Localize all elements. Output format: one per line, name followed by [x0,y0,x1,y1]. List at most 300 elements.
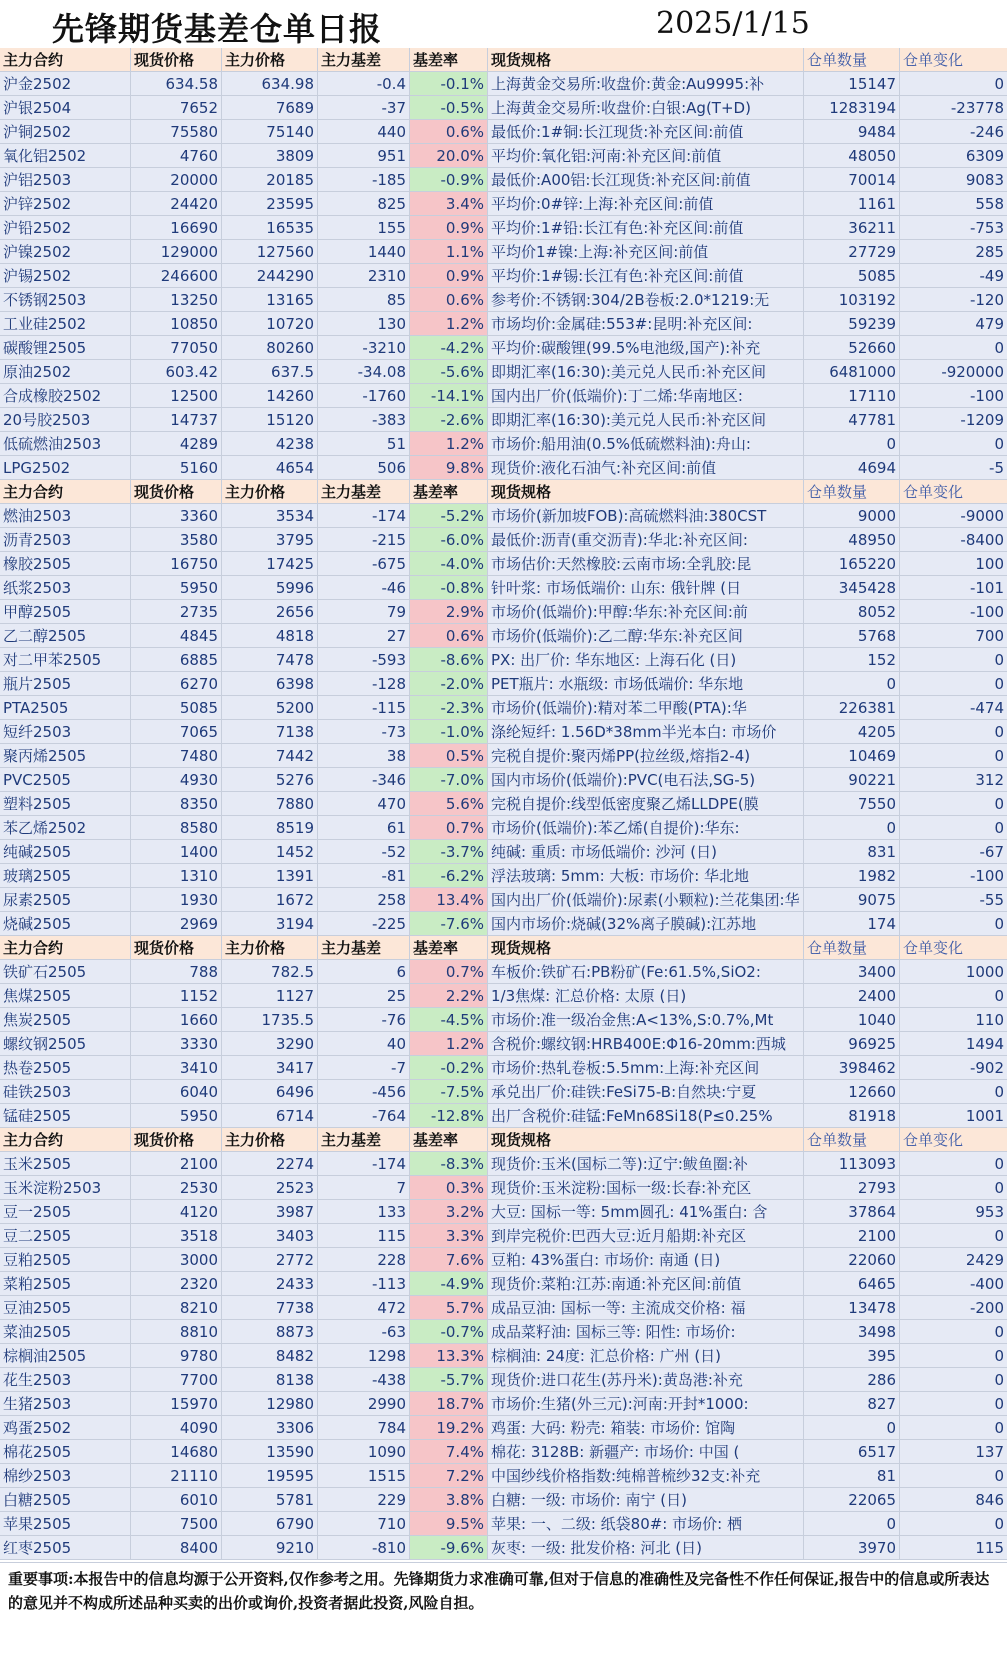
cell-spot-spec: 市场价(新加坡FOB):高硫燃料油:380CST [488,504,804,527]
table-row [0,528,1007,552]
cell-spot-spec: 纯碱: 重质: 市场低端价: 沙河 (日) [488,840,804,863]
cell-spot-spec: 灰枣: 一级: 批发价格: 河北 (日) [488,1536,804,1559]
cell-warrant-change: 0 [994,1347,1004,1365]
cell-warrant-qty: 398462 [804,1056,900,1079]
cell-warrant-change: 0 [994,915,1004,933]
cell-warrant-qty: 70014 [804,168,900,191]
cell-contract: 玻璃2505 [0,864,131,887]
cell-spot-spec: 现货价:玉米(国标二等):辽宁:鲅鱼圈:补 [488,1152,804,1175]
cell-spot-price: 3330 [131,1032,222,1055]
table-row [0,1008,1007,1032]
cell-main-basis: 1090 [318,1440,410,1463]
cell-warrant-qty: 0 [804,1512,900,1535]
cell-warrant-change: -474 [969,699,1004,717]
cell-basis-rate: -14.1% [410,384,488,407]
cell-spot-price: 2735 [131,600,222,623]
cell-main-price: 637.5 [222,360,318,383]
cell-contract: 花生2503 [0,1368,131,1391]
cell-main-basis: 1298 [318,1344,410,1367]
cell-warrant-change: -55 [979,891,1004,909]
table-row [0,1536,1007,1560]
cell-basis-rate: 2.9% [410,600,488,623]
table-row [0,1464,1007,1488]
column-header-main-basis: 主力基差 [318,480,410,503]
cell-warrant-qty: 0 [804,672,900,695]
cell-main-basis: 155 [318,216,410,239]
cell-warrant-change: 6309 [965,147,1004,165]
cell-main-basis: 229 [318,1488,410,1511]
column-header-warrant-change: 仓单变化 [903,939,964,957]
cell-spot-price: 7065 [131,720,222,743]
column-header-main-price: 主力价格 [222,48,318,71]
cell-warrant-change: -100 [969,387,1004,405]
cell-main-price: 634.98 [222,72,318,95]
table-row [0,624,1007,648]
cell-main-price: 1452 [222,840,318,863]
column-header-main-basis: 主力基差 [318,48,410,71]
cell-basis-rate: 9.8% [410,456,488,479]
cell-contract: 沪银2504 [0,96,131,119]
cell-warrant-qty: 1040 [804,1008,900,1031]
cell-spot-spec: 即期汇率(16:30):美元兑人民币:补充区间 [488,360,804,383]
cell-warrant-qty: 47781 [804,408,900,431]
cell-basis-rate: 3.3% [410,1224,488,1247]
cell-warrant-change: -400 [969,1275,1004,1293]
cell-main-price: 2274 [222,1152,318,1175]
cell-contract: 沪铜2502 [0,120,131,143]
cell-contract: 棕榈油2505 [0,1344,131,1367]
cell-basis-rate: -4.9% [410,1272,488,1295]
cell-main-price: 4238 [222,432,318,455]
cell-warrant-change: -246 [969,123,1004,141]
cell-warrant-change: 1494 [965,1035,1004,1053]
cell-warrant-qty: 152 [804,648,900,671]
cell-main-price: 2772 [222,1248,318,1271]
cell-main-price: 782.5 [222,960,318,983]
cell-warrant-change: 0 [994,651,1004,669]
cell-warrant-change: 953 [975,1203,1004,1221]
cell-main-price: 3403 [222,1224,318,1247]
table-row [0,168,1007,192]
cell-warrant-qty: 4694 [804,456,900,479]
cell-warrant-change: 100 [975,555,1004,573]
cell-warrant-change: -1209 [960,411,1004,429]
cell-main-basis: -810 [318,1536,410,1559]
cell-main-price: 10720 [222,312,318,335]
cell-spot-price: 2969 [131,912,222,935]
cell-warrant-change: 0 [994,723,1004,741]
cell-main-price: 244290 [222,264,318,287]
column-header-main-price: 主力价格 [222,480,318,503]
cell-contract: 红枣2505 [0,1536,131,1559]
table-row [0,1224,1007,1248]
cell-spot-price: 5160 [131,456,222,479]
cell-basis-rate: 1.2% [410,1032,488,1055]
cell-warrant-qty: 90221 [804,768,900,791]
cell-warrant-qty: 2100 [804,1224,900,1247]
cell-warrant-qty: 3970 [804,1536,900,1559]
cell-main-price: 1391 [222,864,318,887]
cell-warrant-qty: 0 [804,1416,900,1439]
cell-warrant-change: -200 [969,1299,1004,1317]
cell-contract: 沪锌2502 [0,192,131,215]
column-header-contract: 主力合约 [0,936,131,959]
cell-main-basis: -225 [318,912,410,935]
cell-main-basis: 1440 [318,240,410,263]
table-row [0,1056,1007,1080]
cell-contract: 纯碱2505 [0,840,131,863]
column-header-spot-price: 现货价格 [131,936,222,959]
cell-warrant-change: -67 [979,843,1004,861]
table-row [0,1320,1007,1344]
cell-main-price: 3795 [222,528,318,551]
cell-spot-spec: 浮法玻璃: 5mm: 大板: 市场价: 华北地 [488,864,804,887]
column-header-warrant-change: 仓单变化 [903,483,964,501]
cell-main-price: 1672 [222,888,318,911]
cell-main-price: 3809 [222,144,318,167]
cell-spot-price: 9780 [131,1344,222,1367]
cell-basis-rate: 0.6% [410,624,488,647]
table-row [0,552,1007,576]
cell-spot-spec: 最低价:沥青(重交沥青):华北:补充区间: [488,528,804,551]
table-row [0,96,1007,120]
column-header-contract: 主力合约 [0,480,131,503]
cell-spot-price: 5950 [131,1104,222,1127]
table-row [0,432,1007,456]
cell-warrant-change: 9083 [965,171,1004,189]
cell-main-basis: 61 [318,816,410,839]
cell-contract: 沪金2502 [0,72,131,95]
cell-warrant-change: 0 [994,1083,1004,1101]
cell-contract: 鸡蛋2502 [0,1416,131,1439]
cell-main-price: 6398 [222,672,318,695]
cell-warrant-change: 0 [994,1179,1004,1197]
cell-contract: 白糖2505 [0,1488,131,1511]
cell-basis-rate: -4.2% [410,336,488,359]
cell-main-basis: -675 [318,552,410,575]
cell-spot-price: 75580 [131,120,222,143]
cell-basis-rate: 0.9% [410,216,488,239]
cell-warrant-qty: 5085 [804,264,900,287]
cell-spot-price: 7652 [131,96,222,119]
table-row [0,504,1007,528]
cell-warrant-qty: 3498 [804,1320,900,1343]
cell-basis-rate: -5.6% [410,360,488,383]
cell-spot-spec: PET瓶片: 水瓶级: 市场低端价: 华东地 [488,672,804,695]
cell-basis-rate: -2.6% [410,408,488,431]
cell-main-basis: 51 [318,432,410,455]
cell-contract: 螺纹钢2505 [0,1032,131,1055]
table-row [0,1344,1007,1368]
cell-basis-rate: 5.6% [410,792,488,815]
cell-main-basis: -3210 [318,336,410,359]
table-row [0,600,1007,624]
cell-warrant-qty: 81918 [804,1104,900,1127]
cell-spot-price: 2100 [131,1152,222,1175]
cell-spot-spec: 现货价:菜粕:江苏:南通:补充区间:前值 [488,1272,804,1295]
cell-spot-price: 6885 [131,648,222,671]
cell-basis-rate: 5.7% [410,1296,488,1319]
cell-spot-price: 77050 [131,336,222,359]
cell-main-price: 1127 [222,984,318,1007]
cell-warrant-change: 115 [975,1539,1004,1557]
cell-warrant-change: 0 [994,1395,1004,1413]
table-row [0,384,1007,408]
cell-main-basis: -7 [318,1056,410,1079]
cell-spot-price: 7500 [131,1512,222,1535]
table-row [0,1512,1007,1536]
cell-warrant-change: -920000 [941,363,1004,381]
cell-contract: 豆油2505 [0,1296,131,1319]
cell-warrant-change: -23778 [950,99,1004,117]
cell-spot-price: 129000 [131,240,222,263]
section-header-row [0,48,1007,72]
cell-spot-price: 3360 [131,504,222,527]
cell-spot-spec: PX: 出厂价: 华东地区: 上海石化 (日) [488,648,804,671]
cell-spot-spec: 市场价(低端价):甲醇:华东:补充区间:前 [488,600,804,623]
cell-main-basis: -174 [318,504,410,527]
cell-warrant-qty: 6465 [804,1272,900,1295]
cell-spot-price: 16690 [131,216,222,239]
cell-main-basis: -73 [318,720,410,743]
cell-main-price: 7738 [222,1296,318,1319]
cell-spot-price: 2530 [131,1176,222,1199]
table-row [0,1104,1007,1128]
column-header-spot-price: 现货价格 [131,1128,222,1151]
cell-main-price: 8519 [222,816,318,839]
cell-spot-price: 10850 [131,312,222,335]
cell-main-basis: 38 [318,744,410,767]
cell-warrant-qty: 59239 [804,312,900,335]
cell-main-basis: -764 [318,1104,410,1127]
cell-warrant-qty: 2793 [804,1176,900,1199]
report-title: 先锋期货基差仓单日报 [52,10,383,48]
cell-basis-rate: -9.6% [410,1536,488,1559]
cell-spot-price: 6040 [131,1080,222,1103]
cell-basis-rate: 7.6% [410,1248,488,1271]
table-row [0,1200,1007,1224]
cell-main-basis: -383 [318,408,410,431]
cell-basis-rate: -8.3% [410,1152,488,1175]
cell-main-basis: 2990 [318,1392,410,1415]
cell-contract: 豆二2505 [0,1224,131,1247]
cell-main-basis: 825 [318,192,410,215]
cell-spot-price: 12500 [131,384,222,407]
cell-warrant-change: -100 [969,603,1004,621]
cell-contract: 瓶片2505 [0,672,131,695]
cell-basis-rate: 1.1% [410,240,488,263]
cell-contract: 纸浆2503 [0,576,131,599]
cell-spot-spec: 市场价:生猪(外三元):河南:开封*1000: [488,1392,804,1415]
cell-main-basis: 2310 [318,264,410,287]
cell-spot-price: 603.42 [131,360,222,383]
cell-main-price: 6790 [222,1512,318,1535]
cell-warrant-qty: 2400 [804,984,900,1007]
cell-contract: 氧化铝2502 [0,144,131,167]
cell-main-price: 3534 [222,504,318,527]
cell-spot-price: 3000 [131,1248,222,1271]
cell-contract: 菜粕2505 [0,1272,131,1295]
cell-main-price: 80260 [222,336,318,359]
table-row [0,744,1007,768]
table-row [0,792,1007,816]
cell-spot-price: 20000 [131,168,222,191]
cell-main-price: 2523 [222,1176,318,1199]
cell-contract: 工业硅2502 [0,312,131,335]
table-row [0,1440,1007,1464]
column-header-main-price: 主力价格 [222,1128,318,1151]
cell-main-basis: 115 [318,1224,410,1247]
cell-spot-spec: 棕榈油: 24度: 汇总价格: 广州 (日) [488,1344,804,1367]
cell-main-basis: 472 [318,1296,410,1319]
cell-main-price: 23595 [222,192,318,215]
cell-spot-price: 13250 [131,288,222,311]
cell-contract: 铁矿石2505 [0,960,131,983]
cell-contract: 沪铅2502 [0,216,131,239]
cell-spot-spec: 中国纱线价格指数:纯棉普梳纱32支:补充 [488,1464,804,1487]
cell-warrant-qty: 4205 [804,720,900,743]
cell-basis-rate: -0.8% [410,576,488,599]
cell-spot-price: 1400 [131,840,222,863]
cell-spot-price: 4289 [131,432,222,455]
cell-main-basis: 506 [318,456,410,479]
table-row [0,768,1007,792]
cell-contract: LPG2502 [0,456,131,479]
cell-spot-spec: 成品菜籽油: 国标三等: 阳性: 市场价: [488,1320,804,1343]
cell-contract: 硅铁2503 [0,1080,131,1103]
table-row [0,1080,1007,1104]
cell-main-basis: 258 [318,888,410,911]
cell-warrant-qty: 10469 [804,744,900,767]
cell-main-price: 2433 [222,1272,318,1295]
cell-spot-spec: 含税价:螺纹钢:HRB400E:Φ16-20mm:西城 [488,1032,804,1055]
column-header-spot-spec: 现货规格 [488,48,804,71]
cell-warrant-change: 0 [994,819,1004,837]
table-row [0,288,1007,312]
cell-basis-rate: -0.1% [410,72,488,95]
cell-main-price: 12980 [222,1392,318,1415]
table-row [0,1368,1007,1392]
cell-main-basis: 130 [318,312,410,335]
cell-main-price: 8482 [222,1344,318,1367]
table-row [0,264,1007,288]
cell-spot-price: 8810 [131,1320,222,1343]
table-row [0,576,1007,600]
table-row [0,1392,1007,1416]
cell-main-basis: -46 [318,576,410,599]
cell-warrant-change: 700 [975,627,1004,645]
cell-warrant-qty: 1982 [804,864,900,887]
cell-warrant-change: -902 [969,1059,1004,1077]
cell-main-price: 3306 [222,1416,318,1439]
cell-main-basis: -115 [318,696,410,719]
cell-warrant-change: -120 [969,291,1004,309]
cell-contract: 沥青2503 [0,528,131,551]
report-date: 2025/1/15 [656,6,810,41]
table-row [0,840,1007,864]
cell-warrant-change: 846 [975,1491,1004,1509]
cell-basis-rate: 13.4% [410,888,488,911]
disclaimer-text: 重要事项:本报告中的信息均源于公开资料,仅作参考之用。先锋期货力求准确可靠,但对于信息的准确性及完备性不作任何保证,报告中的信息或所表达的意见并不构成所述品种买卖的出价或询价,投资者据此投资,风险自担。 [8,1570,990,1612]
cell-spot-price: 15970 [131,1392,222,1415]
cell-main-price: 3417 [222,1056,318,1079]
cell-contract: 对二甲苯2505 [0,648,131,671]
cell-spot-spec: 鸡蛋: 大码: 粉壳: 箱装: 市场价: 馆陶 [488,1416,804,1439]
cell-main-basis: 440 [318,120,410,143]
cell-warrant-change: 1001 [965,1107,1004,1125]
cell-basis-rate: -3.7% [410,840,488,863]
cell-main-price: 17425 [222,552,318,575]
cell-spot-spec: 现货价:进口花生(苏丹米):黄岛港:补充 [488,1368,804,1391]
cell-warrant-qty: 103192 [804,288,900,311]
cell-main-price: 75140 [222,120,318,143]
cell-spot-spec: 市场均价:金属硅:553#:昆明:补充区间: [488,312,804,335]
cell-spot-price: 21110 [131,1464,222,1487]
cell-contract: 苹果2505 [0,1512,131,1535]
cell-contract: 生猪2503 [0,1392,131,1415]
column-header-basis-rate: 基差率 [410,1128,488,1151]
cell-main-basis: -185 [318,168,410,191]
title-bar [0,0,1007,49]
cell-main-price: 7689 [222,96,318,119]
cell-warrant-change: 0 [994,987,1004,1005]
cell-warrant-qty: 3400 [804,960,900,983]
basis-table [0,48,1007,1560]
cell-spot-price: 4120 [131,1200,222,1223]
cell-spot-spec: 即期汇率(16:30):美元兑人民币:补充区间 [488,408,804,431]
column-header-contract: 主力合约 [0,48,131,71]
cell-warrant-qty: 174 [804,912,900,935]
section-header-row [0,1128,1007,1152]
cell-spot-spec: 涤纶短纤: 1.56D*38mm半光本白: 市场价 [488,720,804,743]
cell-spot-price: 634.58 [131,72,222,95]
cell-main-price: 8138 [222,1368,318,1391]
cell-basis-rate: 20.0% [410,144,488,167]
cell-spot-price: 1930 [131,888,222,911]
cell-warrant-change: 0 [994,1227,1004,1245]
cell-spot-spec: 棉花: 3128B: 新疆产: 市场价: 中国 ( [488,1440,804,1463]
cell-contract: 原油2502 [0,360,131,383]
cell-spot-spec: 平均价1#镍:上海:补充区间:前值 [488,240,804,263]
cell-spot-spec: 出厂含税价:硅锰:FeMn68Si18(P≤0.25% [488,1104,804,1127]
cell-main-basis: -128 [318,672,410,695]
cell-main-basis: 1515 [318,1464,410,1487]
table-row [0,720,1007,744]
cell-main-basis: 133 [318,1200,410,1223]
cell-main-basis: 951 [318,144,410,167]
cell-contract: 豆粕2505 [0,1248,131,1271]
cell-warrant-qty: 395 [804,1344,900,1367]
cell-spot-spec: 承兑出厂价:硅铁:FeSi75-B:自然块:宁夏 [488,1080,804,1103]
cell-main-basis: -81 [318,864,410,887]
cell-basis-rate: -0.7% [410,1320,488,1343]
cell-spot-price: 8580 [131,816,222,839]
cell-spot-price: 788 [131,960,222,983]
cell-warrant-qty: 286 [804,1368,900,1391]
cell-warrant-qty: 17110 [804,384,900,407]
cell-warrant-qty: 7550 [804,792,900,815]
cell-spot-spec: 市场价(低端价):乙二醇:华东:补充区间 [488,624,804,647]
column-header-basis-rate: 基差率 [410,936,488,959]
cell-spot-spec: 完税自提价:线型低密度聚乙烯LLDPE(膜 [488,792,804,815]
cell-basis-rate: 3.8% [410,1488,488,1511]
cell-spot-price: 3410 [131,1056,222,1079]
cell-main-basis: -1760 [318,384,410,407]
cell-contract: 短纤2503 [0,720,131,743]
cell-contract: 乙二醇2505 [0,624,131,647]
table-row [0,912,1007,936]
cell-spot-spec: 现货价:液化石油气:补充区间:前值 [488,456,804,479]
